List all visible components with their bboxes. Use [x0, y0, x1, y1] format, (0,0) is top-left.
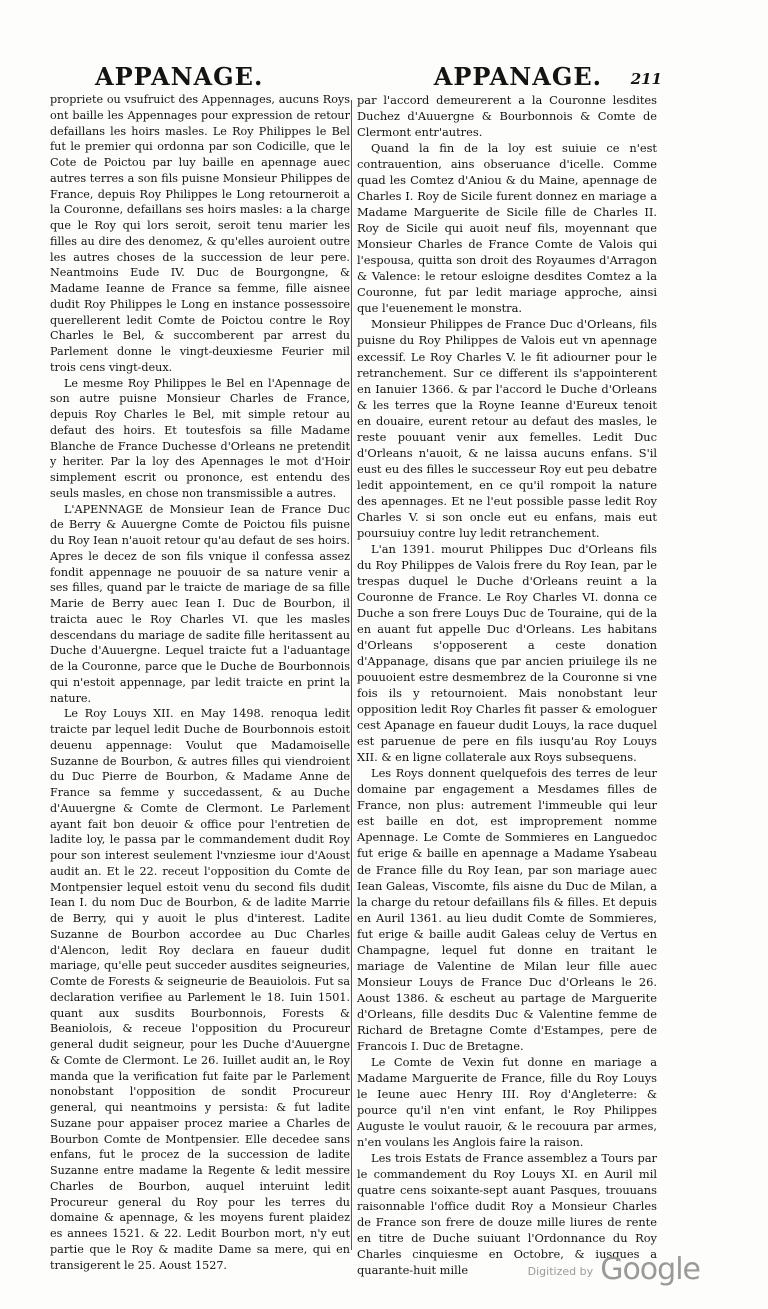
paragraph: par l'accord demeurerent a la Couronne lesdites Duchez d'Auuergne & Bourbonnois & Comte de Clermont entr'autres. — [357, 93, 657, 140]
paragraph: Les Roys donnent quelquefois des terres de leur domaine par engagement a Mesdames filles de France, non plus: autrement l'immeuble qui leur est baille en dot, est improprement nomme Apennage. Le Comte de Sommieres en Languedoc fut erige & baille en apennage a Madame Ysabeau de France fille du Roy Iean, par son mariage auec Iean Galeas, Viscomte, fils aisne du Duc de Milan, a la charge du retour defaillans fils & filles. Et depuis en Auril 1361. au lieu dudit Comte de Sommieres, fut erige & baille audit Galeas celuy de Vertus en Champagne, lequel fut donne en traitant le mariage de Valentine de Milan leur fille auec Monsieur Louys de France Duc d'Orleans le 26. Aoust 1386. & escheut au partage de Marguerite d'Orleans, fille desdits Duc & Valentine femme de Richard de Bretagne Comte d'Estampes, pere de Francois I. Duc de Bretagne. — [357, 766, 657, 1053]
google-logo: Google — [600, 1252, 700, 1287]
paragraph: Monsieur Philippes de France Duc d'Orleans, fils puisne du Roy Philippes de Valois eut vn apennage excessif. Le Roy Charles V. le fit adiourner pour le retranchement. Sur ce different ils s'appointerent en Ianuier 1366. & par l'accord le Duche d'Orleans & les terres que la Royne Ieanne d'Eureux tenoit en douaire, eurent retour au defaut des masles, le reste pouuant venir aux femelles. Ledit Duc d'Orleans n'auoit, & ne laissa aucuns enfans. S'il eust eu des filles le successeur Roy eut peu debatre ledit appointement, en ce qu'il rompoit la nature des apennages. Et ne l'eut possible passe ledit Roy Charles V. si son oncle eut eu enfans, mais eut poursuiuy contre luy ledit retranchement. — [357, 317, 657, 540]
running-title-left: APPANAGE. — [95, 62, 264, 91]
paragraph: propriete ou vsufruict des Appennages, aucuns Roys ont baille les Appennages pour expression de retour defaillans les hoirs masles. Le Roy Philippes le Bel fut le premier qui ordonna par son Codicille, que le Cote de Poictou par luy baille en apennage auec autres terres a son fils puisne Monsieur Philippes de France, depuis Roy Philippes le Long retourneroit a la Couronne, defaillans ses hoirs masles: a la charge que le Roy qui lors seroit, seroit tenu marier les filles au dire des denomez, & qu'elles auroient outre les autres choses de la succession de leur pere. Neantmoins Eude IV. Duc de Bourgongne, & Madame Ieanne de France sa femme, fille aisnee dudit Roy Philippes le Long en instance possessoire querellerent ledit Comte de Poictou contre le Roy Charles le Bel, & succomberent par arrest du Parlement donne le vingt-deuxiesme Feurier mil trois cens vingt-deux. — [50, 93, 350, 374]
running-title-right: APPANAGE. — [433, 62, 602, 91]
paragraph: Le Comte de Vexin fut donne en mariage a Madame Marguerite de France, fille du Roy Louys le Ieune auec Henry III. Roy d'Angleterre: & pource qu'il n'en vint enfant, le Roy Philippes Auguste le voulut rauoir, & le recouura par armes, n'en voulans les Anglois faire la raison. — [357, 1054, 657, 1150]
watermark-prefix: Digitized by — [527, 1265, 594, 1278]
paragraph: L'APENNAGE de Monsieur Iean de France Duc de Berry & Auuergne Comte de Poictou fils puisne du Roy Iean n'auoit retour qu'au defaut de ses hoirs. Apres le decez de son fils vnique il confessa assez fondit appennage ne pouuoir de sa nature venir a ses filles, quand par le traicte de mariage de sa fille Marie de Berry auec Iean I. Duc de Bourbon, il traicta auec le Roy Charles VI. que les masles descendans du mariage de sadite fille heritassent au Duche d'Auuergne. Lequel traicte fut a l'aduantage de la Couronne, parce que le Duche de Bourbonnois qui n'estoit appennage, par ledit traicte en print la nature. — [50, 502, 350, 705]
paragraph: Quand la fin de la loy est suiuie ce n'est contrauention, ains obseruance d'icelle. Comme quad les Comtez d'Aniou & du Maine, apennage de Charles I. Roy de Sicile furent donnez en mariage a Madame Marguerite de Sicile fille de Charles II. Roy de Sicile qui auoit neuf fils, moyennant que Monsieur Charles de France Comte de Valois qui l'espousa, quitta son droit des Royaumes d'Arragon & Valence: le retour esloigne desdites Comtez a la Couronne, fut par ledit mariage approche, ainsi que l'euenement le monstra. — [357, 141, 657, 316]
column-divider — [351, 100, 352, 1250]
running-header — [50, 62, 662, 92]
google-digitized-watermark — [528, 1252, 700, 1287]
paragraph: Le mesme Roy Philippes le Bel en l'Apennage de son autre puisne Monsieur Charles de France, depuis Roy Charles le Bel, mit simple retour au defaut des hoirs. Et toutesfois sa fille Madame Blanche de France Duchesse d'Orleans ne pretendit y heriter. Par la loy des Apennages le mot d'Hoir simplement escrit ou prononce, est entendu des seuls masles, en chose non transmissible a autres. — [50, 376, 350, 500]
page-number: 211 — [630, 70, 662, 88]
paragraph: L'an 1391. mourut Philippes Duc d'Orleans fils du Roy Philippes de Valois frere du Roy Iean, par le trespas duquel le Duche d'Orleans reuint a la Couronne de France. Le Roy Charles VI. donna ce Duche a son frere Louys Duc de Touraine, qui de la en auant fut appelle Duc d'Orleans. Les habitans d'Orleans s'opposerent a ceste donation d'Appanage, disans que par ancien priuilege ils ne pouuoient estre desmembrez de la Couronne si vne fois ils y retournoient. Mais nonobstant leur opposition ledit Roy Charles fit passer & emologuer cest Apanage en faueur dudit Louys, la race duquel est paruenue de pere en fils iusqu'au Roy Louys XII. & en ligne collaterale aux Roys subsequens. — [357, 541, 657, 765]
left-column — [50, 92, 350, 1273]
paragraph: Le Roy Louys XII. en May 1498. renoqua ledit traicte par lequel ledit Duche de Bourbonnois estoit deuenu appennage: Voulut que Madamoiselle Suzanne de Bourbon, & autres filles qui viendroient du Duc Pierre de Bourbon, & Madame Anne de France sa femme y succedassent, & au Duche d'Auuergne & Comte de Clermont. Le Parlement ayant fait bon deuoir & office pour l'entretien de ladite loy, le passa par le commandement dudit Roy pour son interest seulement l'vnziesme iour d'Aoust audit an. Et le 22. receut l'opposition du Comte de Montpensier lequel estoit venu du second fils dudit Iean I. du nom Duc de Bourbon, & de ladite Marrie de Berry, qui y auoit le plus d'interest. Ladite Suzanne de Bourbon accordee au Duc Charles d'Alencon, ledit Roy declara en faueur dudit mariage, qu'elle peut succeder ausdites seigneuries, Comte de Forests & seigneurie de Beauiolois. Fut sa declaration verifiee au Parlement le 18. Iuin 1501. quant aux susdits Bourbonnois, Forests & Beaniolois, & receue l'opposition du Procureur general dudit seigneur, pour les Duche d'Auuergne & Comte de Clermont. Le 26. Iuillet audit an, le Roy manda que la verification fut faite par le Parlement nonobstant l'opposition de sondit Procureur general, qui neantmoins y persista: & fut ladite Suzane pour appaiser procez mariee a Charles de Bourbon Comte de Montpensier. Elle decedee sans enfans, fut le procez de la succession de ladite Suzanne entre madame la Regente & ledit messire Charles de Bourbon, auquel interuint ledit Procureur general du Roy pour les terres du domaine & apennage, & les moyens furent plaidez es annees 1521. & 22. Ledit Bourbon mort, n'y eut partie que le Roy & madite Dame sa mere, qui en transigerent le 25. Aoust 1527. — [50, 707, 350, 1272]
right-column — [357, 92, 657, 1278]
paragraph: Les trois Estats de France assemblez a Tours par le commandement du Roy Louys XI. en Auril mil quatre cens soixante-sept auant Pasques, trouuans raisonnable l'office dudit Roy a Monsieur Charles de France son frere de douze mille liures de rente en titre de Duche suiuant l'Ordonnance du Roy Charles cinquiesme en Octobre, & iusques a quarante-huit mille — [357, 1151, 657, 1278]
